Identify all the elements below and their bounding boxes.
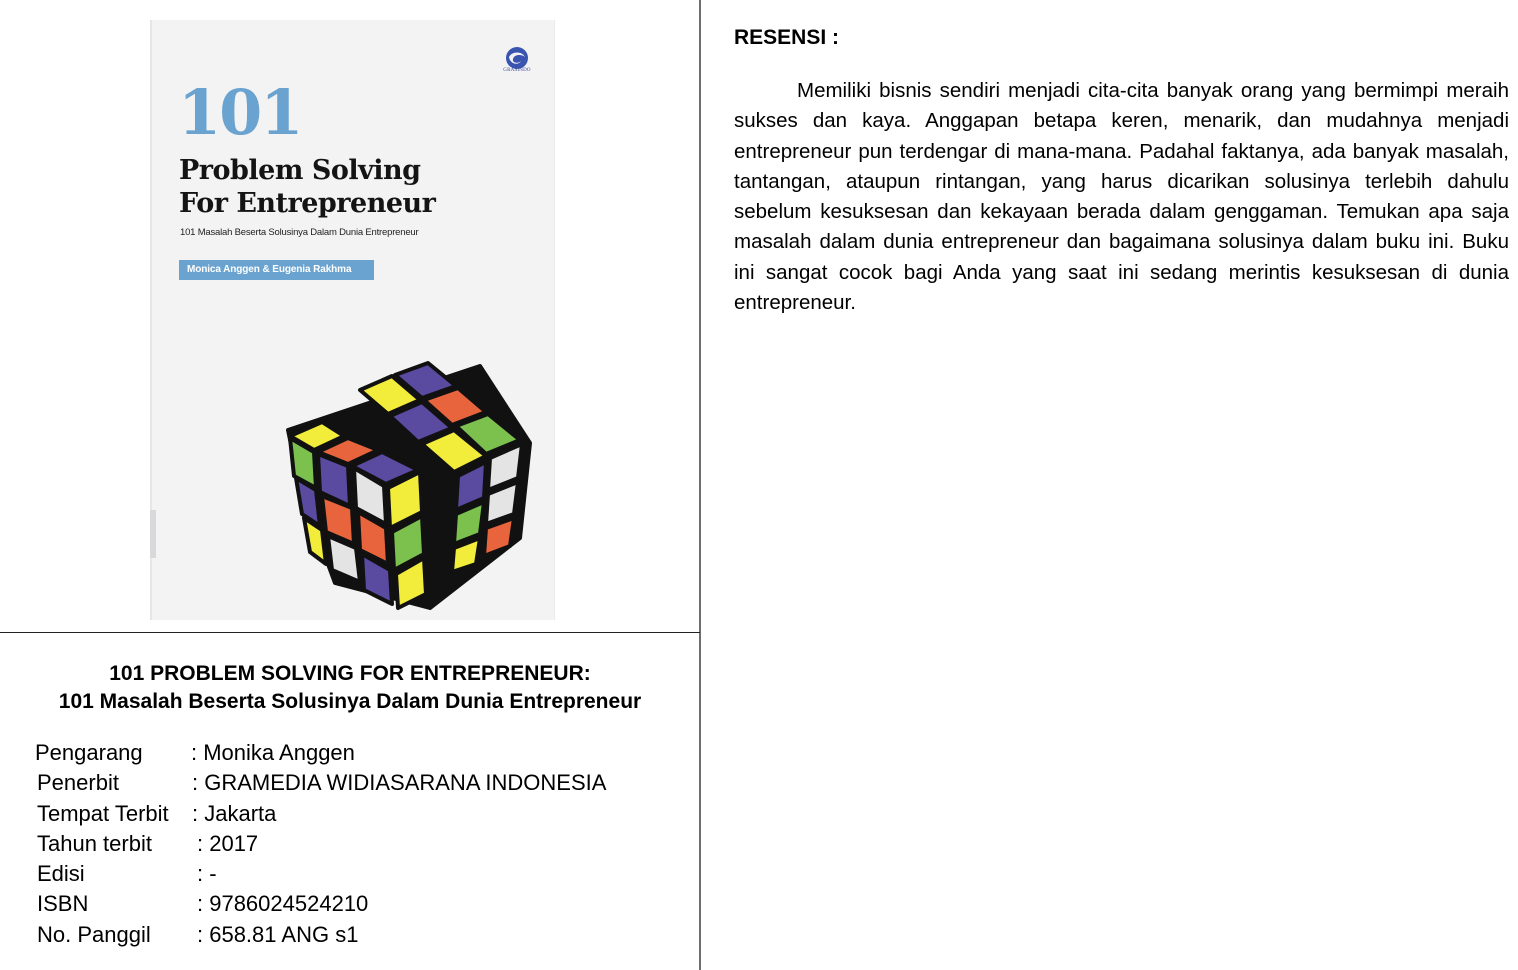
metadata-label: No. Panggil [37, 921, 151, 947]
cover-authors-badge: Monica Anggen & Eugenia Rakhma [179, 260, 374, 280]
book-title-line1: 101 PROBLEM SOLVING FOR ENTREPRENEUR: [109, 662, 591, 685]
cover-subtitle: 101 Masalah Beserta Solusinya Dalam Dunia Entrepreneur [180, 227, 419, 238]
metadata-label: Tempat Terbit [37, 800, 169, 826]
review-heading: RESENSI : [734, 26, 840, 49]
book-title [0, 660, 700, 716]
metadata-label: Tahun terbit [37, 830, 152, 856]
publisher-logo-icon [504, 45, 530, 85]
metadata-label: Pengarang [35, 740, 143, 765]
metadata-label: Penerbit [37, 770, 119, 796]
metadata-value: : 9786024524210 [197, 891, 369, 917]
metadata-value: : - [197, 861, 217, 887]
vertical-divider [699, 0, 701, 970]
metadata-value: : Jakarta [192, 800, 277, 826]
metadata-value: : Monika Anggen [191, 740, 355, 765]
metadata-value: : 658.81 ANG s1 [197, 921, 359, 947]
horizontal-divider [0, 632, 700, 633]
book-title-line2: 101 Masalah Beserta Solusinya Dalam Dunia Entrepreneur [58, 690, 642, 713]
metadata-value: : 2017 [197, 830, 259, 856]
metadata-label: ISBN [37, 891, 89, 917]
metadata-label: Edisi [37, 861, 85, 887]
cover-title-line1: Problem Solving [179, 155, 421, 186]
book-cover-image [150, 20, 555, 620]
cover-title-line2: For Entrepreneur [179, 188, 436, 219]
metadata-value: : GRAMEDIA WIDIASARANA INDONESIA [192, 770, 607, 796]
cover-spine-mark [150, 510, 156, 558]
publisher-logo-text: GRASINDO [503, 68, 531, 73]
review-body: Memiliki bisnis sendiri menjadi cita-cita banyak orang yang bermimpi meraih sukses dan kaya. Anggapan betapa keren, menarik, dan mudahnya menjadi entrepreneur pun terdengar di mana-mana. Padahal faktanya, ada banyak masalah, tantangan, ataupun rintangan, yang harus dicarikan solusinya terlebih dahulu sebelum kesuksesan dan kekayaan berada dalam genggaman. Temukan apa saja masalah dalam dunia entrepreneur dan bagaimana solusinya dalam buku ini. Buku ini sangat cocok bagi Anda yang saat ini sedang merintis kesuksesan di dunia entrepreneur. [734, 79, 1509, 315]
rubiks-cube-icon [280, 338, 540, 620]
cover-number: 101 [178, 76, 302, 149]
